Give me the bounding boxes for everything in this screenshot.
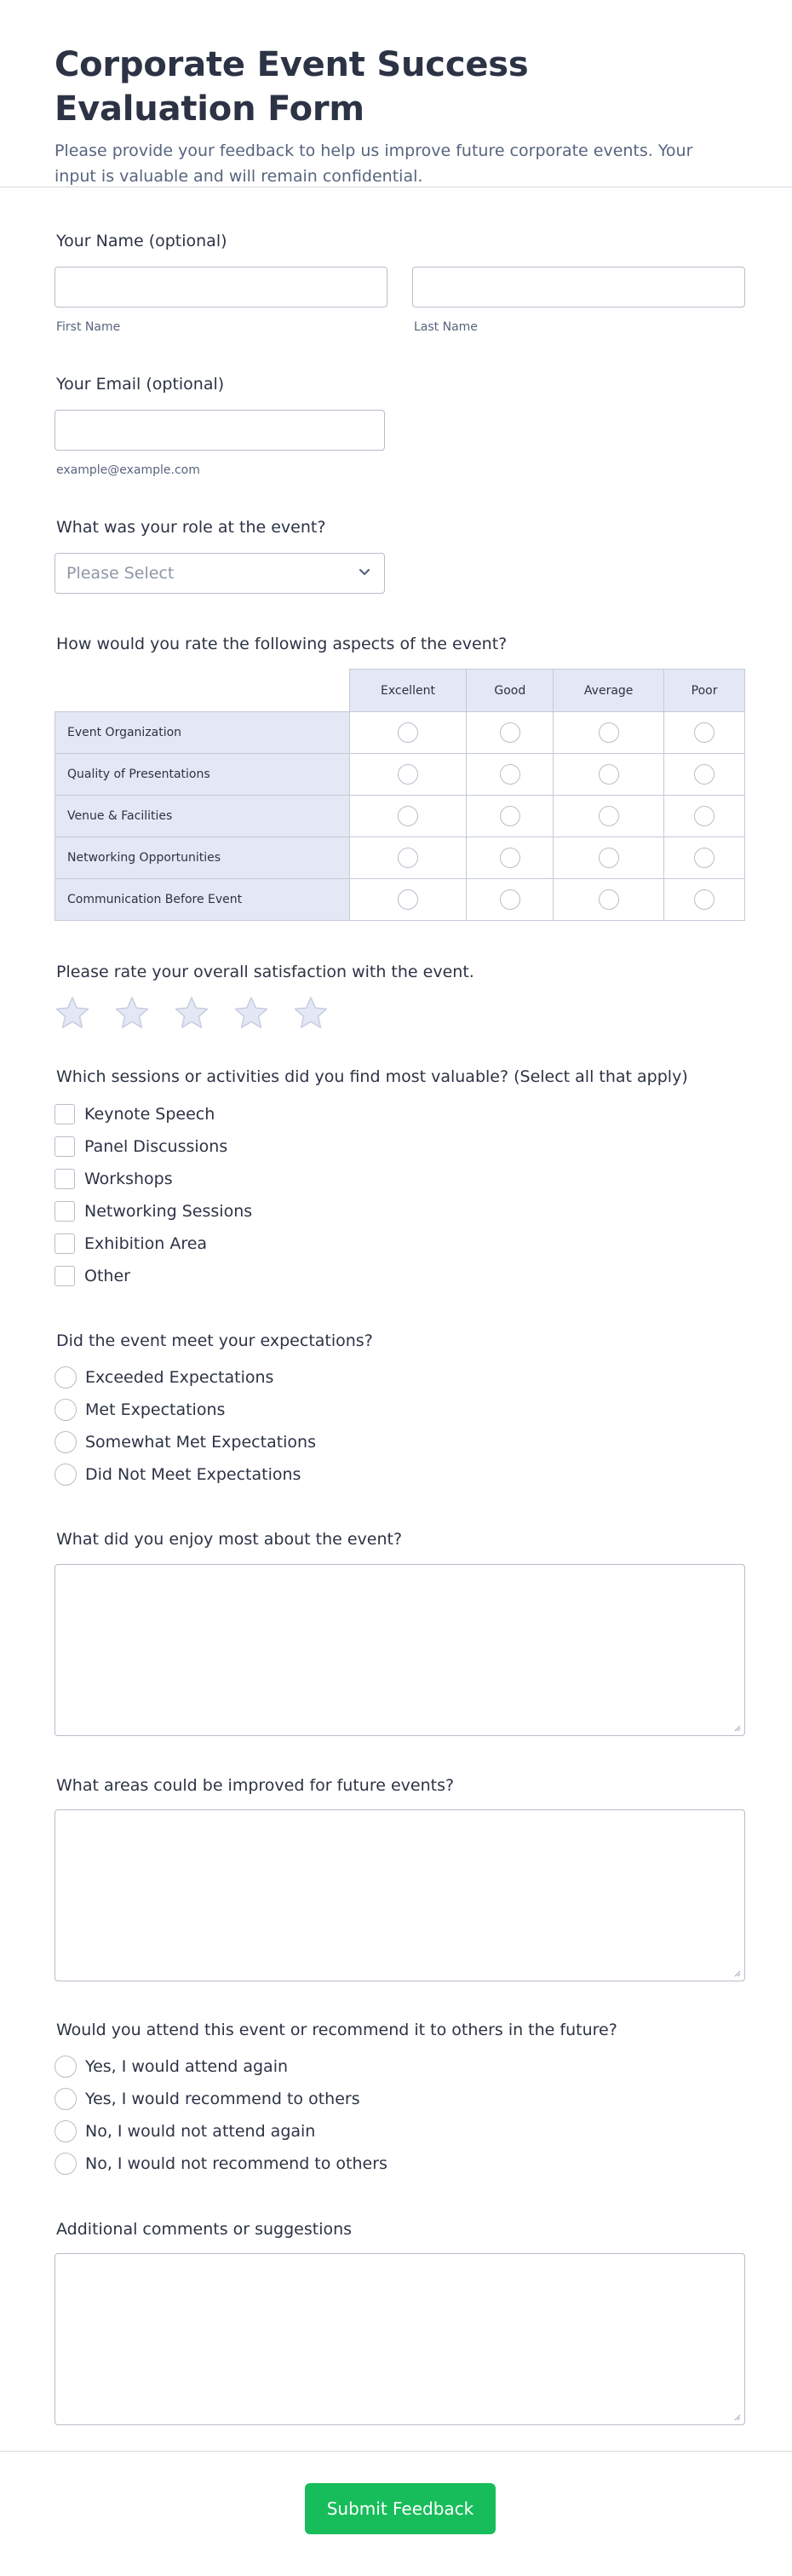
matrix-radio[interactable]	[694, 806, 715, 826]
radio-option[interactable]	[55, 2083, 387, 2115]
radio-option[interactable]	[55, 2115, 387, 2148]
expectations-options	[55, 1361, 316, 1491]
role-label: What was your role at the event?	[56, 518, 326, 537]
chevron-down-icon	[355, 562, 374, 581]
matrix-radio[interactable]	[500, 889, 520, 910]
radio-button[interactable]	[55, 2120, 77, 2142]
checkbox-label: Networking Sessions	[84, 1202, 253, 1221]
radio-button[interactable]	[55, 1431, 77, 1453]
checkbox-label: Workshops	[84, 1170, 173, 1188]
improve-label: What areas could be improved for future events?	[56, 1776, 455, 1795]
name-question	[55, 230, 744, 252]
matrix-radio[interactable]	[398, 848, 418, 868]
matrix-radio[interactable]	[398, 806, 418, 826]
matrix-row-label: Venue & Facilities	[55, 796, 350, 837]
matrix-row-label: Event Organization	[55, 712, 350, 754]
matrix-radio[interactable]	[500, 764, 520, 785]
last-name-input[interactable]	[412, 267, 745, 308]
form-header	[0, 0, 792, 187]
matrix-radio[interactable]	[694, 764, 715, 785]
matrix-row	[55, 879, 745, 921]
matrix-row	[55, 796, 745, 837]
matrix-row	[55, 712, 745, 754]
comments-question	[55, 2218, 744, 2240]
radio-option[interactable]	[55, 1361, 316, 1394]
checkbox[interactable]	[55, 1104, 75, 1124]
radio-button[interactable]	[55, 1399, 77, 1421]
checkbox-option[interactable]	[55, 1228, 252, 1260]
radio-label: Met Expectations	[85, 1400, 226, 1419]
email-sublabel: example@example.com	[56, 463, 200, 477]
checkbox-option[interactable]	[55, 1195, 252, 1228]
matrix-row	[55, 837, 745, 879]
radio-label: No, I would not recommend to others	[85, 2154, 387, 2173]
checkbox-label: Keynote Speech	[84, 1105, 215, 1124]
matrix-radio[interactable]	[599, 889, 619, 910]
star-icon[interactable]	[174, 995, 209, 1031]
radio-label: No, I would not attend again	[85, 2122, 316, 2141]
matrix-radio[interactable]	[599, 848, 619, 868]
role-select-placeholder: Please Select	[66, 564, 175, 583]
radio-label: Yes, I would recommend to others	[85, 2090, 360, 2108]
matrix-column-header: Good	[467, 670, 554, 712]
matrix-radio[interactable]	[500, 806, 520, 826]
matrix-column-header: Poor	[664, 670, 745, 712]
comments-label: Additional comments or suggestions	[56, 2220, 353, 2239]
checkbox-option[interactable]	[55, 1130, 252, 1163]
checkbox-option[interactable]	[55, 1260, 252, 1292]
star-rating	[55, 995, 329, 1031]
radio-button[interactable]	[55, 2088, 77, 2110]
matrix-row-label: Networking Opportunities	[55, 837, 350, 879]
radio-button[interactable]	[55, 2153, 77, 2175]
matrix-row-label: Quality of Presentations	[55, 754, 350, 796]
form-title: Corporate Event Success Evaluation Form	[55, 45, 529, 129]
sessions-options	[55, 1098, 252, 1292]
submit-button[interactable]: Submit Feedback	[305, 2483, 496, 2534]
checkbox[interactable]	[55, 1136, 75, 1157]
matrix-radio[interactable]	[599, 806, 619, 826]
radio-option[interactable]	[55, 2050, 387, 2083]
radio-option[interactable]	[55, 2148, 387, 2180]
improve-textarea[interactable]	[55, 1809, 745, 1981]
rating-label: How would you rate the following aspects of the event?	[56, 635, 508, 653]
matrix-radio[interactable]	[398, 764, 418, 785]
resize-grip-icon[interactable]	[732, 1969, 741, 1977]
matrix-radio[interactable]	[694, 722, 715, 743]
matrix-radio[interactable]	[500, 848, 520, 868]
radio-label: Did Not Meet Expectations	[85, 1465, 301, 1484]
email-question	[55, 373, 744, 395]
expectations-question	[55, 1330, 744, 1352]
recommend-label: Would you attend this event or recommend it to others in the future?	[56, 2021, 617, 2039]
checkbox-option[interactable]	[55, 1163, 252, 1195]
improve-question	[55, 1774, 744, 1797]
star-icon[interactable]	[293, 995, 329, 1031]
radio-option[interactable]	[55, 1458, 316, 1491]
matrix-radio[interactable]	[694, 889, 715, 910]
radio-option[interactable]	[55, 1394, 316, 1426]
radio-button[interactable]	[55, 1463, 77, 1486]
form-footer	[0, 2451, 792, 2576]
resize-grip-icon[interactable]	[732, 2412, 741, 2421]
checkbox[interactable]	[55, 1233, 75, 1254]
radio-button[interactable]	[55, 1366, 77, 1389]
star-icon[interactable]	[114, 995, 150, 1031]
matrix-radio[interactable]	[599, 764, 619, 785]
matrix-corner	[55, 670, 350, 712]
checkbox[interactable]	[55, 1201, 75, 1222]
matrix-row-label: Communication Before Event	[55, 879, 350, 921]
matrix-radio[interactable]	[599, 722, 619, 743]
star-icon[interactable]	[55, 995, 90, 1031]
role-select[interactable]	[55, 553, 385, 594]
radio-label: Yes, I would attend again	[85, 2057, 289, 2076]
radio-button[interactable]	[55, 2056, 77, 2078]
role-question	[55, 516, 744, 538]
radio-label: Exceeded Expectations	[85, 1368, 274, 1387]
enjoy-label: What did you enjoy most about the event?	[56, 1530, 403, 1549]
satisfaction-question	[55, 961, 744, 983]
resize-grip-icon[interactable]	[732, 1723, 741, 1732]
enjoy-question	[55, 1528, 744, 1550]
rating-matrix	[55, 669, 745, 921]
matrix-radio[interactable]	[398, 889, 418, 910]
sessions-question	[55, 1066, 744, 1088]
matrix-row	[55, 754, 745, 796]
checkbox-label: Exhibition Area	[84, 1234, 208, 1253]
star-icon[interactable]	[233, 995, 269, 1031]
radio-label: Somewhat Met Expectations	[85, 1433, 317, 1452]
checkbox[interactable]	[55, 1266, 75, 1286]
expectations-label: Did the event meet your expectations?	[56, 1331, 373, 1350]
rating-question	[55, 633, 744, 655]
satisfaction-label: Please rate your overall satisfaction with the event.	[56, 963, 474, 981]
matrix-radio[interactable]	[500, 722, 520, 743]
recommend-options	[55, 2050, 387, 2180]
matrix-radio[interactable]	[694, 848, 715, 868]
matrix-column-header: Excellent	[349, 670, 467, 712]
last-name-sublabel: Last Name	[414, 320, 478, 334]
checkbox-label: Other	[84, 1267, 130, 1285]
radio-option[interactable]	[55, 1426, 316, 1458]
email-input[interactable]	[55, 410, 385, 451]
recommend-question	[55, 2019, 744, 2041]
form-description: Please provide your feedback to help us improve future corporate events. Your input is valuable and will remain confidential.	[55, 141, 693, 186]
checkbox[interactable]	[55, 1169, 75, 1189]
comments-textarea[interactable]	[55, 2253, 745, 2425]
checkbox-option[interactable]	[55, 1098, 252, 1130]
email-label: Your Email (optional)	[56, 375, 225, 394]
enjoy-textarea[interactable]	[55, 1564, 745, 1736]
matrix-column-header: Average	[554, 670, 664, 712]
first-name-input[interactable]	[55, 267, 387, 308]
sessions-label: Which sessions or activities did you find most valuable? (Select all that apply)	[56, 1067, 688, 1086]
name-label: Your Name (optional)	[56, 232, 227, 250]
checkbox-label: Panel Discussions	[84, 1137, 228, 1156]
first-name-sublabel: First Name	[56, 320, 121, 334]
matrix-radio[interactable]	[398, 722, 418, 743]
